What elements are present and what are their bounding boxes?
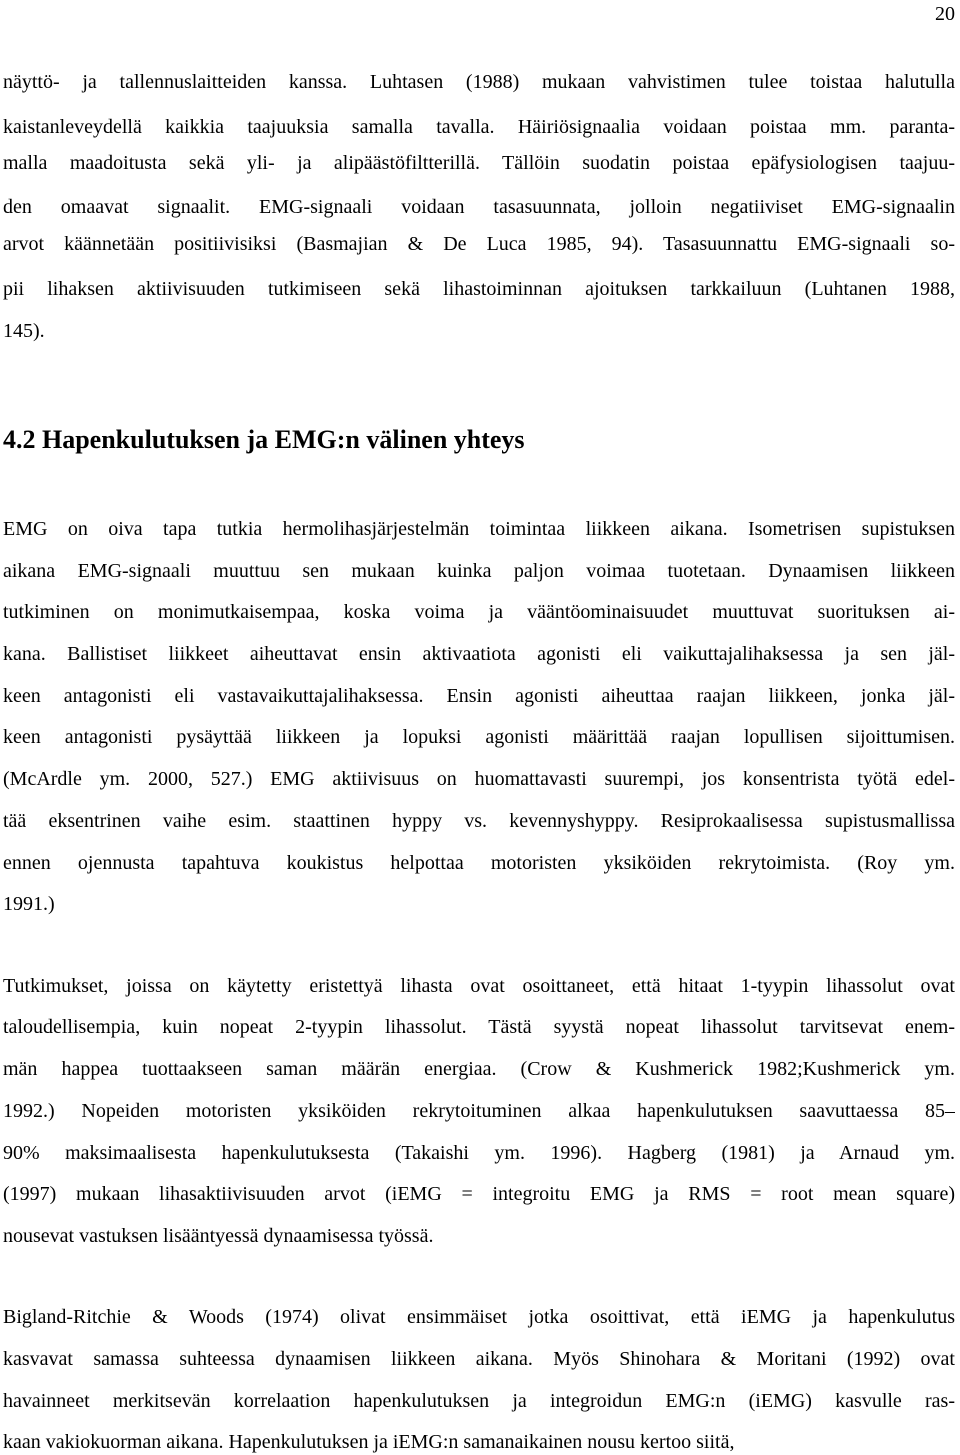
text-line: kaistanleveydellä kaikkia taajuuksia samalla tavalla. Häiriösignaalia voidaan poistaa mm. paranta- <box>3 116 955 138</box>
text-line: arvot käännetään positiivisiksi (Basmajian & De Luca 1985, 94). Tasasuunnattu EMG-signaali so- <box>3 233 955 255</box>
text-line: havainneet merkitsevän korrelaation hapenkulutuksen ja integroidun EMG:n (iEMG) kasvulle ras- <box>3 1390 955 1412</box>
text-line: tää eksentrinen vaihe esim. staattinen hyppy vs. kevennyshyppy. Resiprokaalisessa supistusmallissa <box>3 810 955 832</box>
text-line: (1997) mukaan lihasaktiivisuuden arvot (iEMG = integroitu EMG ja RMS = root mean square) <box>3 1183 955 1205</box>
page-number: 20 <box>935 3 955 25</box>
text-line: keen antagonisti pysäyttää liikkeen ja lopuksi agonisti määrittää raajan lopullisen sijoittumisen. <box>3 726 955 748</box>
text-line: kaan vakiokuorman aikana. Hapenkulutuksen ja iEMG:n samanaikainen nousu kertoo siitä, <box>3 1431 735 1453</box>
text-line: 90% maksimaalisesta hapenkulutuksesta (Takaishi ym. 1996). Hagberg (1981) ja Arnaud ym. <box>3 1142 955 1164</box>
text-line: 145). <box>3 320 45 342</box>
text-line: pii lihaksen aktiivisuuden tutkimiseen sekä lihastoiminnan ajoituksen tarkkailuun (Luhtanen 1988, <box>3 278 955 300</box>
text-line: 1991.) <box>3 893 55 915</box>
text-line: (McArdle ym. 2000, 527.) EMG aktiivisuus on huomattavasti suurempi, jos konsentrista työtä edel- <box>3 768 955 790</box>
text-line: kasvavat samassa suhteessa dynaamisen liikkeen aikana. Myös Shinohara & Moritani (1992) ovat <box>3 1348 955 1370</box>
text-line: malla maadoitusta sekä yli- ja alipäästöfiltterillä. Tällöin suodatin poistaa epäfysiologisen taajuu- <box>3 152 955 174</box>
text-line: tutkiminen on monimutkaisempaa, koska voima ja vääntöominaisuudet muuttuvat suorituksen ai- <box>3 601 955 623</box>
text-line: näyttö- ja tallennuslaitteiden kanssa. Luhtasen (1988) mukaan vahvistimen tulee toistaa halutulla <box>3 71 955 93</box>
text-line: den omaavat signaalit. EMG-signaali voidaan tasasuunnata, jolloin negatiiviset EMG-signaalin <box>3 196 955 218</box>
text-line: män happea tuottaakseen saman määrän energiaa. (Crow & Kushmerick 1982;Kushmerick ym. <box>3 1058 955 1080</box>
text-line: kana. Ballistiset liikkeet aiheuttavat ensin aktivaatiota agonisti eli vaikuttajalihaksessa ja sen jäl- <box>3 643 955 665</box>
text-line: ennen ojennusta tapahtuva koukistus helpottaa motoristen yksiköiden rekrytoimista. (Roy ym. <box>3 852 955 874</box>
section-heading: 4.2 Hapenkulutuksen ja EMG:n välinen yhteys <box>3 425 525 454</box>
text-line: EMG on oiva tapa tutkia hermolihasjärjestelmän toimintaa liikkeen aikana. Isometrisen supistuksen <box>3 518 955 540</box>
text-line: 1992.) Nopeiden motoristen yksiköiden rekrytoituminen alkaa hapenkulutuksen saavuttaessa 85– <box>3 1100 955 1122</box>
text-line: aikana EMG-signaali muuttuu sen mukaan kuinka paljon voimaa tuotetaan. Dynaamisen liikkeen <box>3 560 955 582</box>
text-line: nousevat vastuksen lisääntyessä dynaamisessa työssä. <box>3 1225 434 1247</box>
text-line: keen antagonisti eli vastavaikuttajalihaksessa. Ensin agonisti aiheuttaa raajan liikkeen, jonka jäl- <box>3 685 955 707</box>
text-line: Tutkimukset, joissa on käytetty eristettyä lihasta ovat osoittaneet, että hitaat 1-tyypin lihassolut ovat <box>3 975 955 997</box>
text-line: Bigland-Ritchie & Woods (1974) olivat ensimmäiset jotka osoittivat, että iEMG ja hapenkulutus <box>3 1306 955 1328</box>
text-line: taloudellisempia, kuin nopeat 2-tyypin lihassolut. Tästä syystä nopeat lihassolut tarvitsevat enem- <box>3 1016 955 1038</box>
